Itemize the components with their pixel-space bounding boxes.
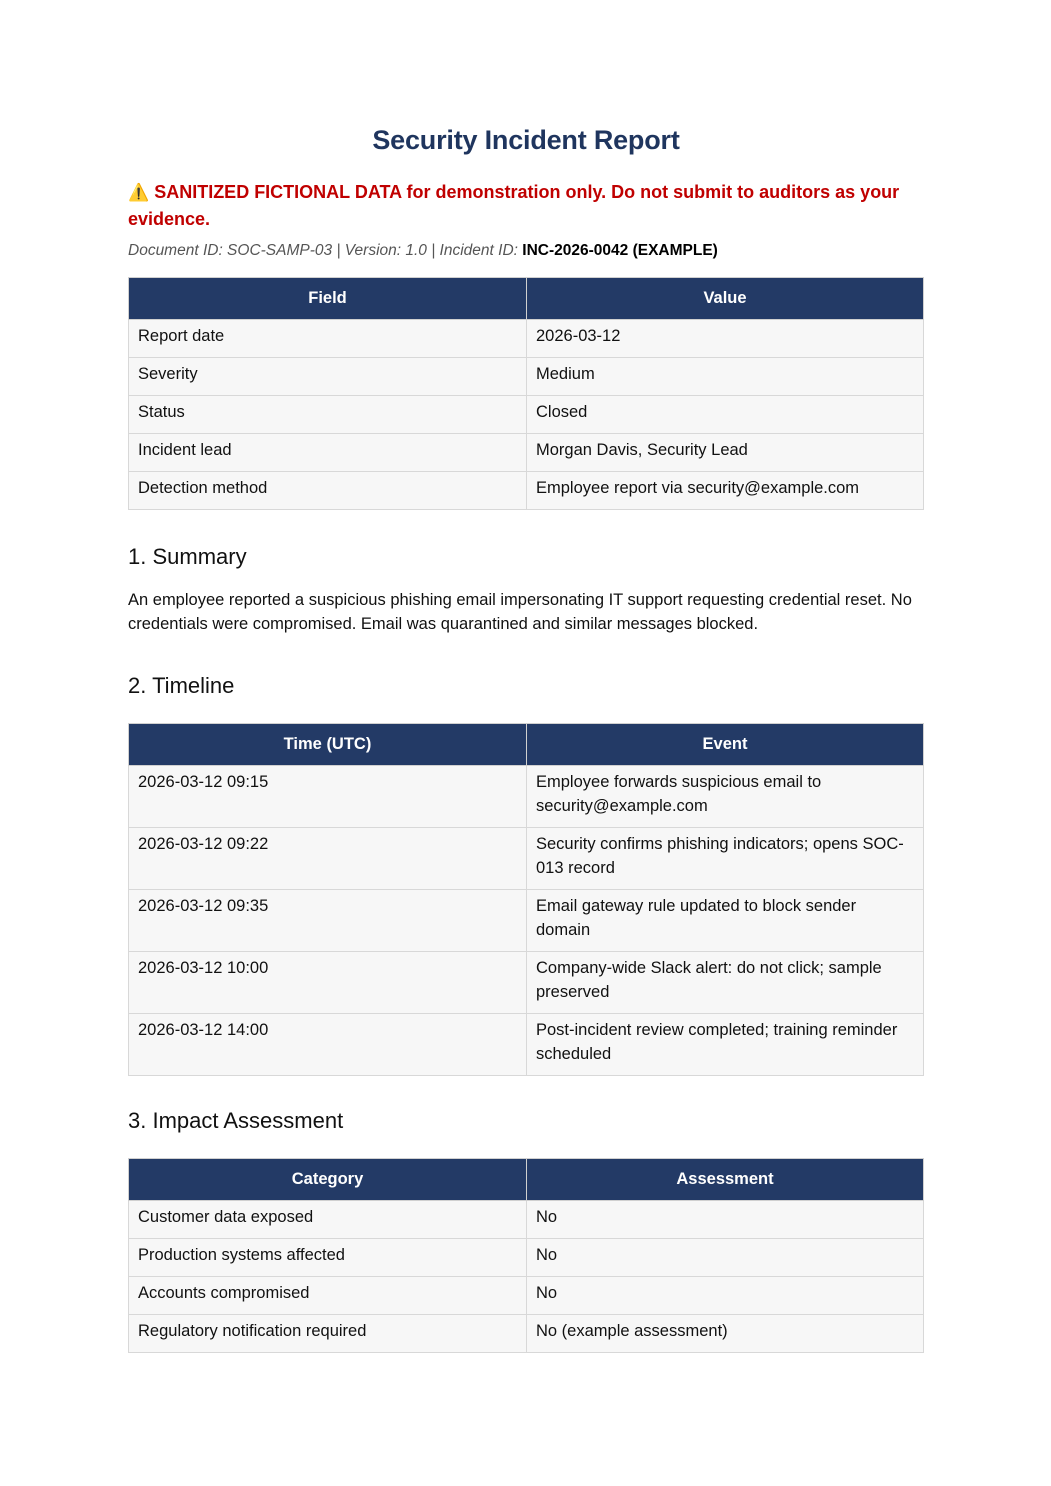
document-meta-label: Document ID: SOC-SAMP-03 | Version: 1.0 | Incident ID: [128,242,518,259]
time-cell: 2026-03-12 14:00 [129,1014,527,1076]
column-header: Time (UTC) [129,724,527,766]
value-cell: Employee report via security@example.com [527,472,924,510]
event-cell: Employee forwards suspicious email to security@example.com [527,766,924,828]
table-row [129,1239,924,1277]
table-row [129,952,924,1014]
impact-heading: 3. Impact Assessment [128,1108,344,1133]
table-header-row [129,278,924,320]
field-cell: Severity [129,358,527,396]
value-cell: 2026-03-12 [527,320,924,358]
warning-icon: ⚠️ [128,183,150,202]
table-row [129,1277,924,1315]
column-header: Category [129,1159,527,1201]
category-cell: Customer data exposed [129,1201,527,1239]
time-cell: 2026-03-12 09:22 [129,828,527,890]
summary-text: An employee reported a suspicious phishing email impersonating IT support requesting credential reset. No credentials were compromised. Email was quarantined and similar messages blocked. [128,591,912,633]
page-title: Security Incident Report [372,125,680,155]
event-cell: Post-incident review completed; training reminder scheduled [527,1014,924,1076]
column-header: Event [527,724,924,766]
category-cell: Accounts compromised [129,1277,527,1315]
assessment-cell: No [527,1277,924,1315]
category-cell: Production systems affected [129,1239,527,1277]
field-cell: Incident lead [129,434,527,472]
value-cell: Medium [527,358,924,396]
assessment-cell: No [527,1201,924,1239]
timeline-table [128,723,924,1076]
column-header: Value [527,278,924,320]
document-meta [128,240,924,262]
time-cell: 2026-03-12 10:00 [129,952,527,1014]
event-cell: Email gateway rule updated to block sender domain [527,890,924,952]
table-row [129,434,924,472]
table-header-row [129,724,924,766]
column-header: Assessment [527,1159,924,1201]
table-row [129,766,924,828]
impact-table [128,1158,924,1353]
summary-heading: 1. Summary [128,544,247,569]
field-cell: Report date [129,320,527,358]
table-row [129,358,924,396]
assessment-cell: No [527,1239,924,1277]
table-row [129,1315,924,1353]
event-cell: Company-wide Slack alert: do not click; sample preserved [527,952,924,1014]
sanitized-warning [128,179,924,232]
field-cell: Status [129,396,527,434]
event-cell: Security confirms phishing indicators; opens SOC-013 record [527,828,924,890]
column-header: Field [129,278,527,320]
time-cell: 2026-03-12 09:15 [129,766,527,828]
table-row [129,396,924,434]
timeline-heading: 2. Timeline [128,673,235,698]
incident-info-table [128,277,924,510]
table-row [129,828,924,890]
field-cell: Detection method [129,472,527,510]
incident-id: INC-2026-0042 (EXAMPLE) [522,242,718,259]
value-cell: Morgan Davis, Security Lead [527,434,924,472]
table-row [129,1201,924,1239]
table-row [129,1014,924,1076]
value-cell: Closed [527,396,924,434]
time-cell: 2026-03-12 09:35 [129,890,527,952]
table-row [129,320,924,358]
category-cell: Regulatory notification required [129,1315,527,1353]
assessment-cell: No (example assessment) [527,1315,924,1353]
table-row [129,890,924,952]
table-row [129,472,924,510]
table-header-row [129,1159,924,1201]
warning-text: SANITIZED FICTIONAL DATA for demonstration only. Do not submit to auditors as your evidence. [128,182,900,229]
